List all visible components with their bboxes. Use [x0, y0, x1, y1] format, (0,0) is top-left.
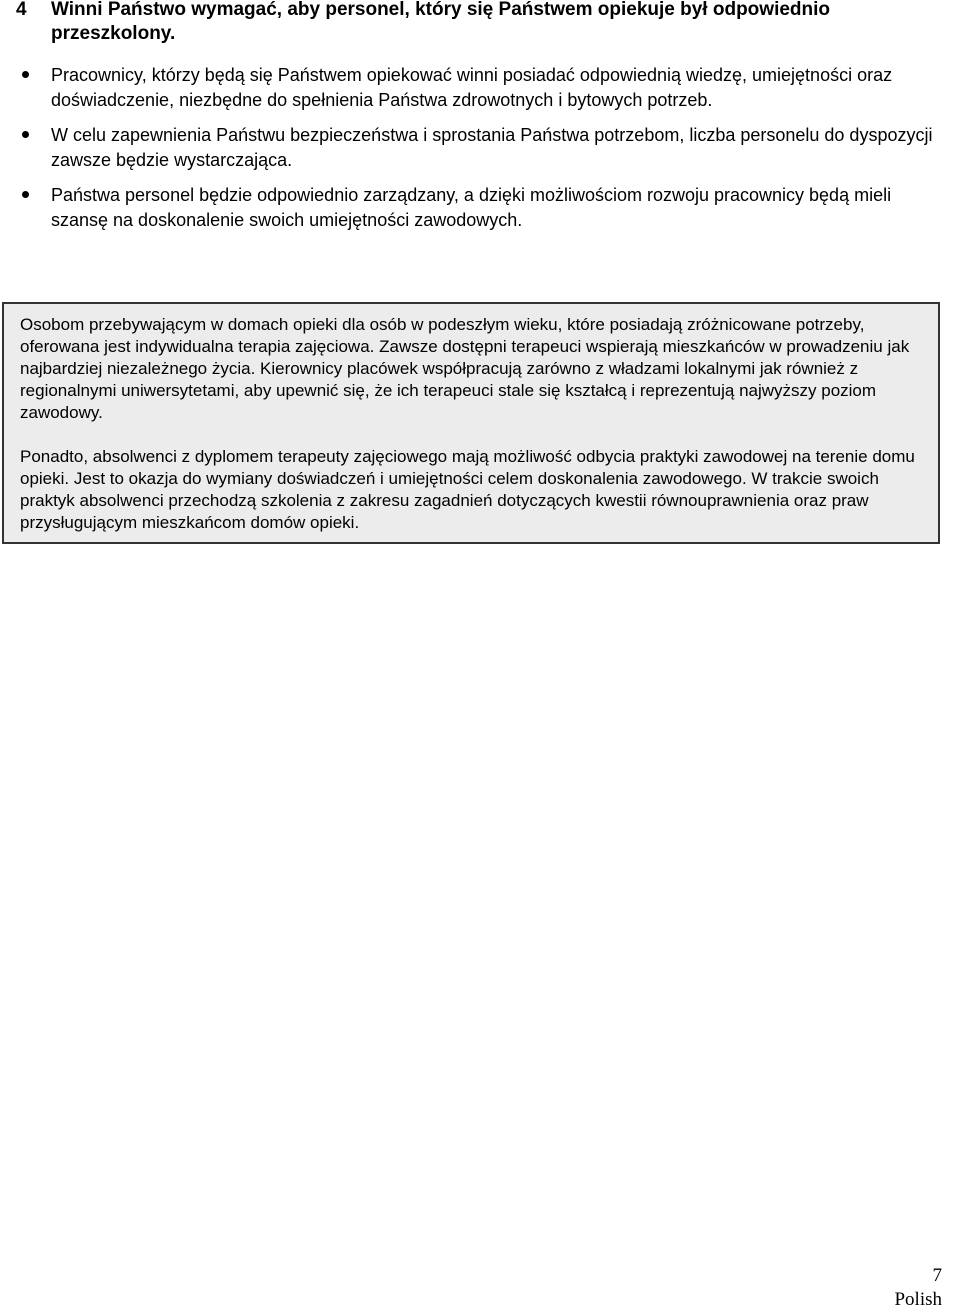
bullet-icon: [22, 191, 29, 198]
section-title: Winni Państwo wymagać, aby personel, który się Państwem opiekuje był odpowiednio przeszkolony.: [51, 0, 831, 44]
info-paragraph: Osobom przebywającym w domach opieki dla osób w podeszłym wieku, które posiadają zróżnicowane potrzeby, oferowana jest indywidualna terapia zajęciowa. Zawsze dostępni terapeuci wspierają mieszkańców w prowadzeniu jak najbardziej niezależnego życia. Kierownicy placówek współpracują zarówno z władzami lokalnymi jak również z regionalnymi uniwersytetami, aby upewnić się, że ich terapeuci stale się kształcą i reprezentują najwyższy poziom zawodowy.: [20, 315, 910, 422]
bullet-icon: [22, 71, 29, 78]
section-number: 4: [16, 0, 27, 20]
page-footer: [894, 1264, 942, 1312]
bullet-text: Pracownicy, którzy będą się Państwem opiekować winni posiadać odpowiednią wiedzę, umiejętności oraz doświadczenie, niezbędne do spełnienia Państwa zdrowotnych i bytowych potrzeb.: [51, 65, 893, 110]
section-heading: [16, 0, 936, 46]
info-box: [2, 302, 940, 544]
bullet-text: Państwa personel będzie odpowiednio zarządzany, a dzięki możliwościom rozwoju pracownicy będą mieli szansę na doskonalenie swoich umiejętności zawodowych.: [51, 185, 892, 230]
bullet-icon: [22, 131, 29, 138]
page-number: 7: [932, 1265, 942, 1286]
bullet-item: [16, 63, 936, 113]
language-label: Polish: [894, 1289, 942, 1310]
bullet-list: [16, 63, 936, 243]
bullet-item: [16, 123, 936, 173]
info-paragraph: Ponadto, absolwenci z dyplomem terapeuty zajęciowego mają możliwość odbycia praktyki zawodowej na terenie domu opieki. Jest to okazja do wymiany doświadczeń i umiejętności celem doskonalenia zawodowego. W trakcie swoich praktyk absolwenci przechodzą szkolenia z zakresu zagadnień dotyczących kwestii równouprawnienia oraz praw przysługującym mieszkańcom domów opieki.: [20, 447, 915, 532]
bullet-text: W celu zapewnienia Państwu bezpieczeństwa i sprostania Państwa potrzebom, liczba personelu do dyspozycji zawsze będzie wystarczająca.: [51, 125, 933, 170]
bullet-item: [16, 183, 936, 233]
